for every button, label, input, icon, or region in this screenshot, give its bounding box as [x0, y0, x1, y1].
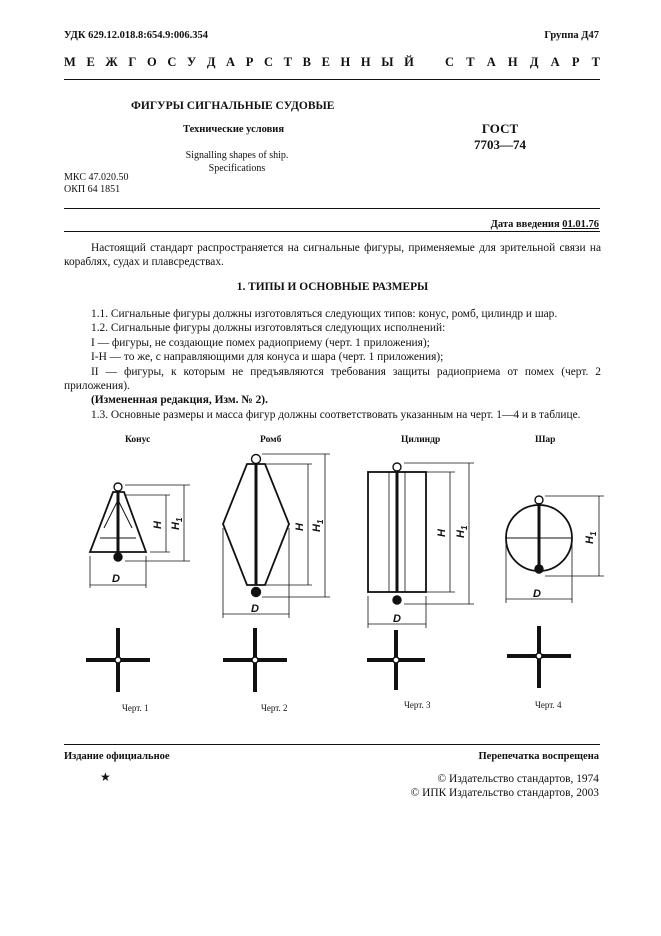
cone-drawing [90, 483, 190, 588]
banner-letter: Е [86, 55, 95, 69]
date-rule [64, 231, 600, 232]
copyright-block [411, 772, 599, 800]
variant-item-2: I-Н — то же, с направляющими для конуса и шара (черт. 1 приложения); [91, 351, 444, 364]
banner-word-standard [445, 55, 600, 70]
banner-letter: А [226, 55, 236, 69]
rhombus-dim-h: H [294, 523, 306, 531]
figure-label-sphere: Шар [535, 435, 556, 445]
introduction-date-value: 01.01.76 [562, 219, 599, 230]
classification-codes [64, 172, 128, 195]
caption-drawing-4: Черт. 4 [535, 700, 562, 710]
banner-letter: Т [466, 55, 475, 69]
figure-label-cone: Конус [125, 435, 151, 445]
sphere-drawing [506, 496, 604, 603]
cylinder-dim-d: D [393, 613, 401, 625]
caption-drawing-3: Черт. 3 [404, 700, 431, 710]
banner-letter: Ы [381, 55, 394, 69]
clause-1-3: 1.3. Основные размеры и масса фигур должны соответствовать указанным на черт. 1—4 и в таблице. [91, 408, 581, 421]
banner-letter: Н [507, 55, 518, 69]
rhombus-drawing [223, 454, 330, 618]
banner-letter: У [187, 55, 197, 69]
banner-letter: Е [321, 55, 330, 69]
group-code: Группа Д47 [544, 30, 599, 41]
cone-top-view [86, 628, 150, 692]
cone-dim-h1-sub: 1 [175, 517, 184, 523]
cone-dim-h1 [170, 517, 184, 530]
rhombus-top-view [223, 628, 287, 692]
star-icon: ★ [100, 770, 111, 784]
banner-letter: Р [245, 55, 254, 69]
banner-letter: Ж [105, 55, 118, 69]
cylinder-dim-h1-sub: 1 [460, 525, 469, 531]
official-edition: Издание официальное [64, 751, 170, 762]
standard-banner [64, 55, 600, 70]
cone-dim-h1-letter: H [170, 522, 182, 530]
sphere-top-view [507, 626, 571, 688]
gost-label: ГОСТ [481, 121, 519, 136]
cylinder-dim-h1 [455, 525, 469, 538]
banner-letter: О [146, 55, 157, 69]
sphere-dim-d: D [533, 588, 541, 600]
title-rule [64, 208, 600, 209]
variant-item-3: II — фигуры, к которым не предъявляются требования защиты радиоприема от помех (черт. 2 приложения). [64, 365, 601, 393]
udk-code: УДК 629.12.018.8:654.9:006.354 [64, 30, 208, 41]
introduction-date [491, 219, 599, 230]
english-title-line-2: Specifications [208, 162, 266, 174]
banner-letter: В [302, 55, 311, 69]
document-title: ФИГУРЫ СИГНАЛЬНЫЕ СУДОВЫЕ [131, 100, 335, 112]
banner-letter: С [167, 55, 177, 69]
cylinder-drawing [368, 463, 474, 628]
cone-dim-d: D [112, 573, 120, 585]
intro-paragraph: Настоящий стандарт распространяется на сигнальные фигуры, применяемые для зрительной связи на кораблях, судах и плавсредствах. [64, 242, 601, 269]
rhombus-dim-h1-sub: 1 [316, 519, 325, 525]
english-title [178, 150, 296, 175]
rhombus-dim-h1 [311, 519, 325, 532]
figure-label-cylinder: Цилиндр [401, 435, 441, 445]
okp-code: ОКП 64 1851 [64, 183, 121, 195]
cylinder-dim-h: H [436, 529, 448, 537]
rhombus-dim-d: D [251, 603, 259, 615]
reprint-prohibited: Перепечатка воспрещена [478, 751, 599, 762]
sphere-dim-h1-sub: 1 [589, 531, 598, 537]
banner-letter: Д [529, 55, 539, 69]
top-rule [64, 79, 600, 80]
banner-letter: Н [360, 55, 371, 69]
banner-letter: Т [591, 55, 600, 69]
amendment-note: (Измененная редакция, Изм. № 2). [91, 394, 268, 407]
introduction-date-label: Дата введения [490, 219, 560, 230]
banner-letter: Г [128, 55, 137, 69]
gost-designation [470, 121, 530, 152]
section-body [64, 307, 601, 422]
figure-label-rhombus: Ромб [260, 435, 282, 445]
gost-number: 7703—74 [474, 136, 526, 152]
banner-letter: Й [404, 55, 414, 69]
cylinder-dim-h1-letter: H [455, 530, 467, 538]
banner-letter: М [64, 55, 76, 69]
cone-dim-h: H [152, 521, 164, 529]
section-title: 1. ТИПЫ И ОСНОВНЫЕ РАЗМЕРЫ [236, 281, 429, 293]
clause-1-1: 1.1. Сигнальные фигуры должны изготовляться следующих типов: конус, ромб, цилиндр и шар. [91, 308, 558, 320]
banner-letter: С [263, 55, 273, 69]
caption-drawing-2: Черт. 2 [261, 703, 288, 713]
clause-1-2: 1.2. Сигнальные фигуры должны изготовляться следующих исполнений: [91, 322, 446, 335]
copyright-1974: © Издательство стандартов, 1974 [437, 773, 599, 785]
banner-letter: А [550, 55, 560, 69]
banner-letter: Р [571, 55, 580, 69]
copyright-2003: © ИПК Издательство стандартов, 2003 [410, 787, 599, 799]
sphere-dim-h1 [584, 531, 598, 544]
banner-word-interstate [64, 55, 414, 70]
variant-item-1: I — фигуры, не создающие помех радиоприему (черт. 1 приложения); [91, 336, 430, 349]
cylinder-top-view [367, 630, 425, 690]
mks-code: МКС 47.020.50 [64, 172, 129, 183]
figures-drawing [0, 440, 661, 740]
banner-letter: Т [283, 55, 292, 69]
caption-drawing-1: Черт. 1 [122, 703, 149, 713]
sphere-dim-h1-letter: H [584, 536, 596, 544]
rhombus-dim-h1-letter: H [311, 524, 323, 532]
footer-rule [64, 744, 600, 745]
banner-letter: Н [340, 55, 351, 69]
banner-letter: С [445, 55, 455, 69]
banner-letter: Д [206, 55, 216, 69]
english-title-line-1: Signalling shapes of ship. [185, 150, 289, 161]
banner-letter: А [486, 55, 496, 69]
document-subtitle: Технические условия [183, 124, 285, 135]
